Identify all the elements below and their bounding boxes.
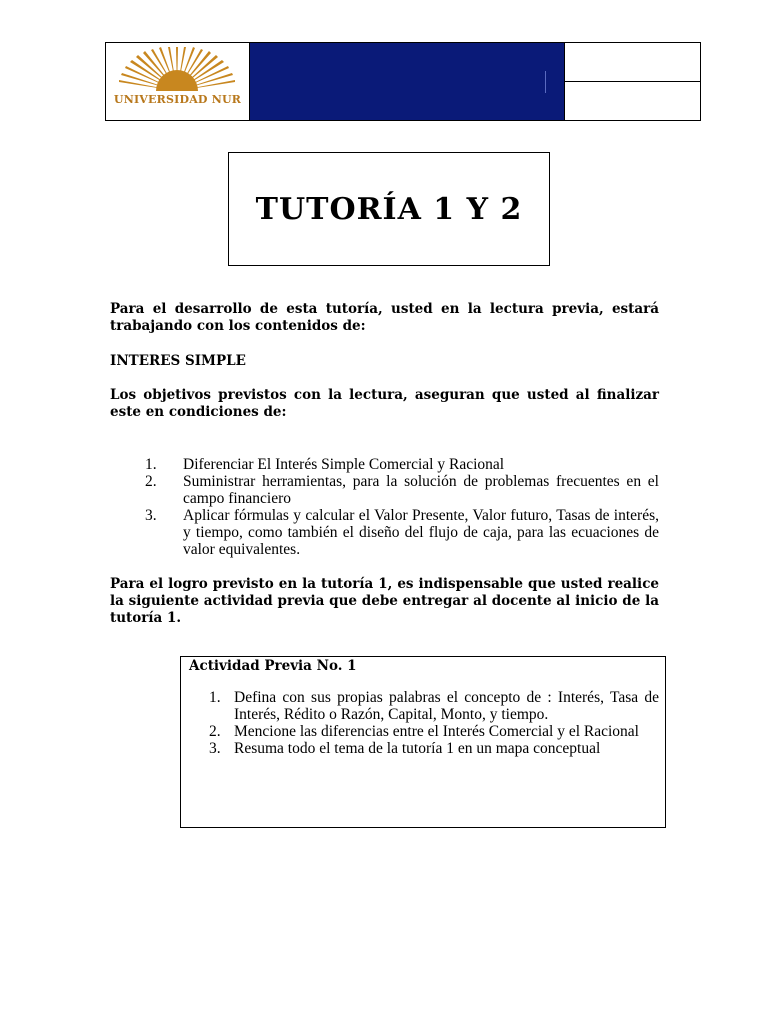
sunburst-logo-icon	[116, 47, 238, 95]
list-item	[145, 507, 659, 558]
list-item-text: Suministrar herramientas, para la solución de problemas frecuentes en el campo financiero	[183, 473, 659, 507]
list-item-number: 2.	[145, 473, 157, 490]
intro-paragraph	[110, 301, 659, 335]
list-item	[209, 740, 659, 757]
document-header	[105, 42, 701, 121]
objectives-intro-text: Los objetivos previstos con la lectura, aseguran que usted al finalizar este en condiciones de:	[110, 387, 659, 420]
header-side-cell-bottom	[565, 82, 700, 120]
list-item-text: Resuma todo el tema de la tutoría 1 en un mapa conceptual	[234, 740, 601, 757]
title-box	[228, 152, 550, 266]
activity-title: Actividad Previa No. 1	[189, 658, 357, 674]
intro-text: Para el desarrollo de esta tutoría, usted en la lectura previa, estará trabajando con los contenidos de:	[110, 301, 659, 334]
list-item-text: Defina con sus propias palabras el concepto de : Interés, Tasa de Interés, Rédito o Razón, Capital, Monto, y tiempo.	[234, 689, 659, 723]
list-item	[209, 689, 659, 723]
header-side-cells	[565, 43, 700, 120]
activity-list	[209, 689, 659, 757]
university-logo	[106, 43, 250, 120]
list-item	[145, 473, 659, 507]
list-item-number: 3.	[209, 740, 221, 757]
header-side-cell-top	[565, 43, 700, 82]
list-item-text: Diferenciar El Interés Simple Comercial y Racional	[183, 456, 505, 473]
list-item-text: Aplicar fórmulas y calcular el Valor Presente, Valor futuro, Tasas de interés, y tiempo, como también el diseño del flujo de caja, para las ecuaciones de valor equivalentes.	[183, 507, 659, 558]
activity-intro-text: Para el logro previsto en la tutoría 1, es indispensable que usted realice la siguiente actividad previa que debe entregar al docente al inicio de la tutoría 1.	[110, 576, 659, 626]
page-title: TUTORÍA 1 Y 2	[255, 191, 523, 227]
list-item-number: 1.	[209, 689, 221, 706]
list-item	[209, 723, 659, 740]
activity-box	[180, 656, 666, 828]
objectives-list	[145, 456, 659, 558]
topic-paragraph	[110, 353, 659, 370]
header-banner	[250, 43, 565, 120]
banner-divider	[545, 71, 546, 93]
list-item-number: 1.	[145, 456, 157, 473]
topic-text: INTERES SIMPLE	[110, 353, 246, 369]
logo-text: UNIVERSIDAD NUR	[113, 93, 242, 106]
list-item-text: Mencione las diferencias entre el Interés Comercial y el Racional	[234, 723, 639, 740]
list-item-number: 2.	[209, 723, 221, 740]
list-item	[145, 456, 659, 473]
activity-intro-paragraph	[110, 576, 659, 627]
objectives-intro-paragraph	[110, 387, 659, 421]
list-item-number: 3.	[145, 507, 157, 524]
